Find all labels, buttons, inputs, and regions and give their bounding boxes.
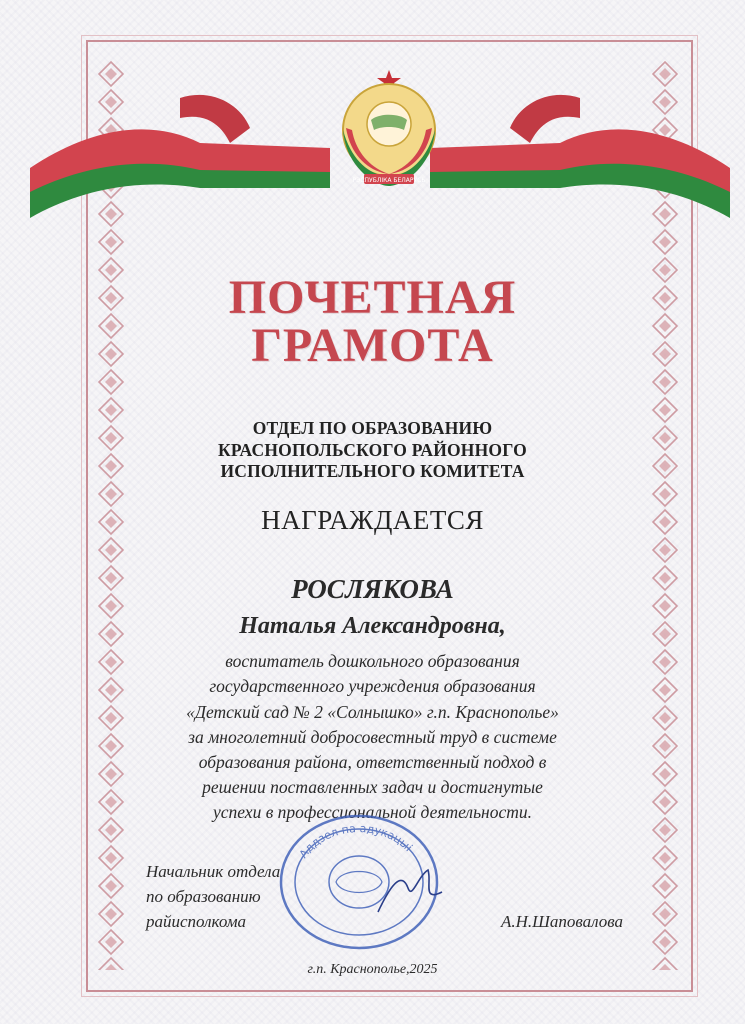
citation-line: образования района, ответственный подход в [198, 752, 547, 772]
recipient-surname: РОСЛЯКОВА [291, 574, 454, 604]
citation-line: государственного учреждения образования [209, 676, 536, 696]
handwritten-signature [372, 862, 452, 922]
citation-line: решении поставленных задач и достигнутые [202, 777, 543, 797]
place-and-date: г.п. Краснополье,2025 [307, 962, 438, 977]
signatory-title-line1: Начальник отдела [146, 862, 281, 881]
recipient-given-names: Наталья Александровна, [239, 613, 506, 639]
organization-line1: ОТДЕЛ ПО ОБРАЗОВАНИЮ [252, 418, 493, 438]
citation-line: «Детский сад № 2 «Солнышко» г.п. Краснополье» [186, 702, 559, 722]
signatory-title-line2: по образованию [146, 887, 261, 906]
organization-line3: ИСПОЛНИТЕЛЬНОГО КОМИТЕТА [220, 461, 525, 481]
awarded-label: НАГРАЖДАЕТСЯ [261, 505, 484, 535]
signatory-name: А.Н.Шаповалова [501, 912, 624, 931]
svg-text:РЭСПУБЛІКА БЕЛАРУСЬ: РЭСПУБЛІКА БЕЛАРУСЬ [352, 177, 426, 184]
citation-line: успехи в профессиональной деятельности. [212, 802, 532, 822]
signatory-title-line3: райисполкома [146, 912, 247, 931]
organization-line2: КРАСНОПОЛЬСКОГО РАЙОННОГО [218, 440, 527, 460]
citation-line: воспитатель дошкольного образования [225, 651, 520, 671]
certificate-title-line2: ГРАМОТА [251, 319, 494, 372]
state-emblem [326, 68, 452, 196]
certificate-title-line1: ПОЧЕТНАЯ [228, 271, 517, 324]
citation-line: за многолетний добросовестный труд в системе [188, 727, 557, 747]
svg-text:Аддзел па адукацыі: Аддзел па адукацыі [296, 821, 415, 861]
